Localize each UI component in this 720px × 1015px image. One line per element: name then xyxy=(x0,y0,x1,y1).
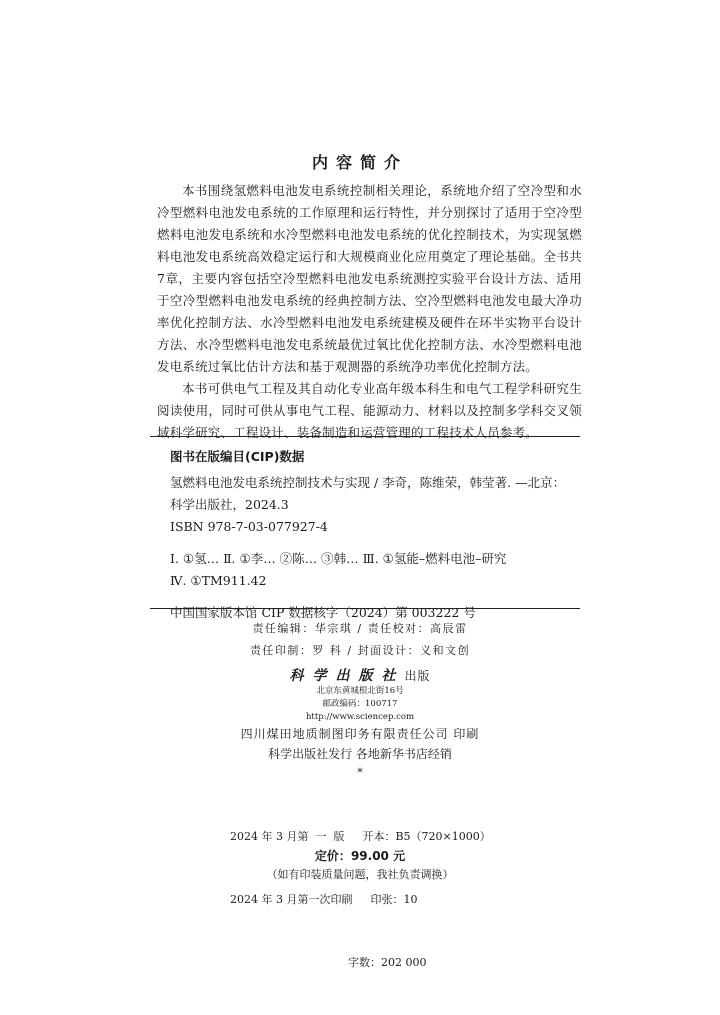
cip-top-rule xyxy=(150,436,580,437)
printing-info xyxy=(0,724,720,764)
publisher-logo xyxy=(0,665,720,685)
summary-title: 内容简介 xyxy=(311,153,408,172)
cip-verification: 中国国家版本馆 CIP 数据核字（2024）第 003222 号 xyxy=(170,605,476,620)
format: 开本：B5（720×1000） xyxy=(362,830,491,843)
word-count: 字数：202 000 xyxy=(348,956,427,969)
summary-paragraph-2: 本书可供电气工程及其自动化专业高年级本科生和电气工程学科研究生阅读使用，同时可供从事电气工程、能源动力、材料以及控制多学科交叉领域科学研究、工程设计、装备制造和运营管理的工程技术人员参考。 xyxy=(157,381,582,440)
printing-number: 2024 年 3 月第一次印刷 xyxy=(230,893,353,906)
publisher-address-block xyxy=(0,685,720,724)
cip-publisher-line: 科学出版社，2024.3 xyxy=(170,497,289,512)
edition: 2024 年 3 月第 一 版 xyxy=(230,830,345,843)
price-value: 99.00 元 xyxy=(350,849,406,863)
price xyxy=(0,846,720,866)
cip-classification-2: Ⅳ. ①TM911.42 xyxy=(170,573,267,588)
credits xyxy=(0,618,720,662)
publisher-postcode: 邮政编码：100717 xyxy=(322,699,398,709)
cip-heading: 图书在版编目(CIP)数据 xyxy=(170,449,305,464)
publisher-url: http://www.sciencep.com xyxy=(305,712,415,722)
cip-title-line: 氢燃料电池发电系统控制技术与实现 / 李奇，陈维荣，韩莹著. —北京： xyxy=(170,475,566,490)
printer-name: 四川煤田地质制图印务有限责任公司 印刷 xyxy=(240,727,480,741)
cip-block xyxy=(170,472,585,624)
credits-production: 责任印制：罗 科 / 封面设计：义和文创 xyxy=(249,644,471,657)
publisher-name: 科学出版社 xyxy=(289,668,405,684)
cip-bottom-rule xyxy=(150,608,580,609)
cip-classification-1: Ⅰ. ①氢… Ⅱ. ①李… ②陈… ③韩… Ⅲ. ①氢能–燃料电池–研究 xyxy=(170,551,507,566)
summary-body xyxy=(157,180,582,444)
price-label: 定价： xyxy=(314,849,351,863)
publisher-suffix: 出版 xyxy=(404,669,431,683)
cip-isbn: ISBN 978-7-03-077927-4 xyxy=(170,519,328,534)
publisher-address: 北京东黄城根北街16号 xyxy=(316,686,404,696)
specs-block xyxy=(230,784,491,1015)
quality-note: （如有印装质量问题，我社负责调换） xyxy=(266,868,454,881)
sheets: 印张：10 xyxy=(370,893,418,906)
credits-editors: 责任编辑：华宗琪 / 责任校对：高辰雷 xyxy=(252,622,468,635)
separator-star: * xyxy=(357,766,363,779)
summary-paragraph-1: 本书围绕氢燃料电池发电系统控制相关理论，系统地介绍了空冷型和水冷型燃料电池发电系统的工作原理和运行特性，并分别探讨了适用于空冷型燃料电池发电系统和水冷型燃料电池发电系统的优化控制技术，为实现氢燃料电池发电系统高效稳定运行和大规模商业化应用奠定了理论基础。全书共7章，主要内容包括空冷型燃料电池发电系统测控实验平台设计方法、适用于空冷型燃料电池发电系统的经典控制方法、空冷型燃料电池发电最大净功率优化控制方法、水冷型燃料电池发电系统建模及硬件在环半实物平台设计方法、水冷型燃料电池发电系统最优过氧比优化控制方法、水冷型燃料电池发电系统过氧比估计方法和基于观测器的系统净功率优化控制方法。 xyxy=(157,183,582,374)
distribution: 科学出版社发行 各地新华书店经销 xyxy=(268,747,452,761)
